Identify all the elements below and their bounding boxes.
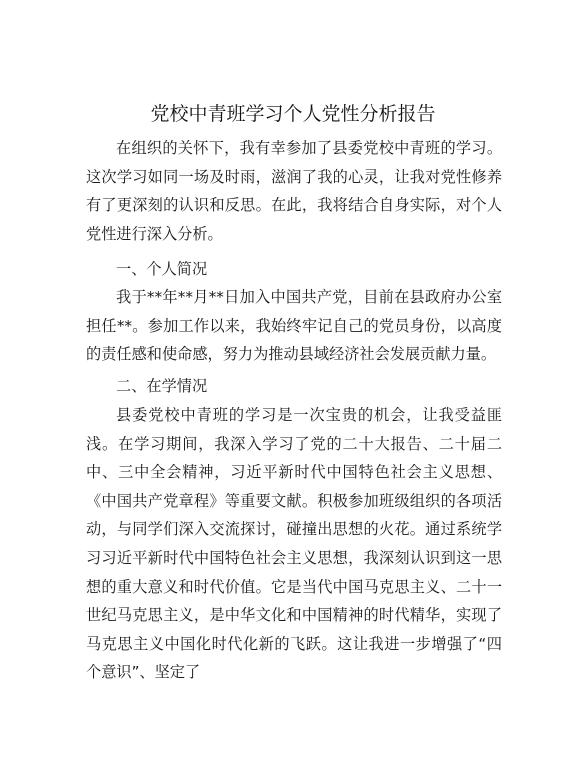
section-heading-profile: 一、个人简况	[116, 260, 208, 278]
section-paragraph-profile: 我于**年**月**日加入中国共产党，目前在县政府办公室担任**。参加工作以来，我始终牢记自己的党员身份，以高度的责任感和使命感，努力为推动县域经济社会发展贡献力量。	[86, 288, 502, 364]
intro-paragraph: 在组织的关怀下，我有幸参加了县委党校中青班的学习。这次学习如同一场及时雨，滋润了我的心灵，让我对党性修养有了更深刻的认识和反思。在此，我将结合自身实际，对个人党性进行深入分析。	[86, 139, 502, 243]
document-title: 党校中青班学习个人党性分析报告	[150, 103, 436, 125]
section-heading-study: 二、在学情况	[116, 377, 208, 395]
section-paragraph-study: 县委党校中青班的学习是一次宝贵的机会，让我受益匪浅。在学习期间，我深入学习了党的二十大报告、二十届二中、三中全会精神，习近平新时代中国特色社会主义思想、《中国共产党章程》等重要文献。积极参加班级组织的各项活动，与同学们深入交流探讨，碰撞出思想的火花。通过系统学习习近平新时代中国特色社会主义思想，我深刻认识到这一思想的重大意义和时代价值。它是当代中国马克思主义、二十一世纪马克思主义，是中华文化和中国精神的时代精华，实现了马克思主义中国化时代化新的飞跃。这让我进一步增强了“四个意识”、坚定了	[86, 406, 502, 682]
